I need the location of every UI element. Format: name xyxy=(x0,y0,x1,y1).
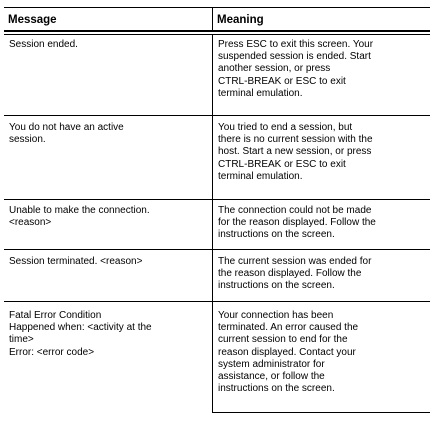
row-2-meaning-line: You tried to end a session, but xyxy=(218,122,353,133)
header-meaning: Meaning xyxy=(217,14,264,26)
row-5-meaning xyxy=(218,310,358,395)
row-1-meaning-line: terminal emulation. xyxy=(218,87,303,99)
row-5-meaning-line: system administrator for xyxy=(218,358,325,370)
row-2-meaning-line: host. Start a new session, or press xyxy=(218,146,372,158)
row-rule-5 xyxy=(4,301,430,302)
row-5-meaning-line: instructions on the screen. xyxy=(218,383,335,395)
row-4-message-line: Session terminated. <reason> xyxy=(9,256,143,267)
row-1-meaning-line: suspended session is ended. Start xyxy=(218,51,371,63)
row-4-meaning-line: the reason displayed. Follow the xyxy=(218,268,362,280)
row-5-meaning-line: current session to end for the xyxy=(218,334,348,346)
row-3-meaning-line: instructions on the screen. xyxy=(218,229,335,241)
column-divider xyxy=(212,35,213,413)
row-2-meaning xyxy=(218,122,373,183)
row-1-meaning-line: another session, or press xyxy=(218,63,331,75)
row-1-message xyxy=(9,39,78,51)
row-2-message-line: You do not have an active xyxy=(9,122,124,133)
bottom-rule xyxy=(212,412,430,413)
row-1-meaning-line: Press ESC to exit this screen. Your xyxy=(218,39,374,50)
row-5-message-line: Fatal Error Condition xyxy=(9,310,102,321)
row-5-meaning-line: Your connection has been xyxy=(218,310,334,321)
row-5-meaning-line: reason displayed. Contact your xyxy=(218,346,356,358)
row-2-meaning-line: CTRL-BREAK or ESC to exit xyxy=(218,158,346,170)
row-3-message-line: <reason> xyxy=(9,217,52,229)
row-2-message xyxy=(9,122,124,146)
row-4-meaning-line: The current session was ended for xyxy=(218,256,372,267)
row-4-meaning-line: instructions on the screen. xyxy=(218,280,335,292)
header-message: Message xyxy=(8,14,57,26)
row-3-message xyxy=(9,205,150,229)
row-5-meaning-line: terminated. An error caused the xyxy=(218,322,359,334)
row-2-meaning-line: there is no current session with the xyxy=(218,134,373,146)
row-rule-1 xyxy=(4,34,430,35)
row-3-meaning-line: for the reason displayed. Follow the xyxy=(218,217,376,229)
row-3-message-line: Unable to make the connection. xyxy=(9,205,150,216)
top-rule xyxy=(4,7,430,8)
row-1-meaning xyxy=(218,39,373,100)
row-5-meaning-line: assistance, or follow the xyxy=(218,371,325,383)
row-1-meaning-line: CTRL-BREAK or ESC to exit xyxy=(218,75,346,87)
row-5-message-line: Error: <error code> xyxy=(9,346,95,358)
row-3-meaning-line: The connection could not be made xyxy=(218,205,372,216)
row-3-meaning xyxy=(218,205,376,242)
row-5-message-line: time> xyxy=(9,334,34,346)
row-2-meaning-line: terminal emulation. xyxy=(218,170,303,182)
row-2-message-line: session. xyxy=(9,134,46,146)
header-rule xyxy=(4,30,430,32)
header-divider xyxy=(212,7,213,31)
row-rule-3 xyxy=(4,199,430,200)
row-5-message xyxy=(9,310,152,359)
row-rule-4 xyxy=(4,249,430,250)
row-1-message-line: Session ended. xyxy=(9,39,78,50)
row-4-meaning xyxy=(218,256,371,293)
row-rule-2 xyxy=(4,115,430,116)
row-5-message-line: Happened when: <activity at the xyxy=(9,322,152,334)
row-4-message xyxy=(9,256,142,268)
